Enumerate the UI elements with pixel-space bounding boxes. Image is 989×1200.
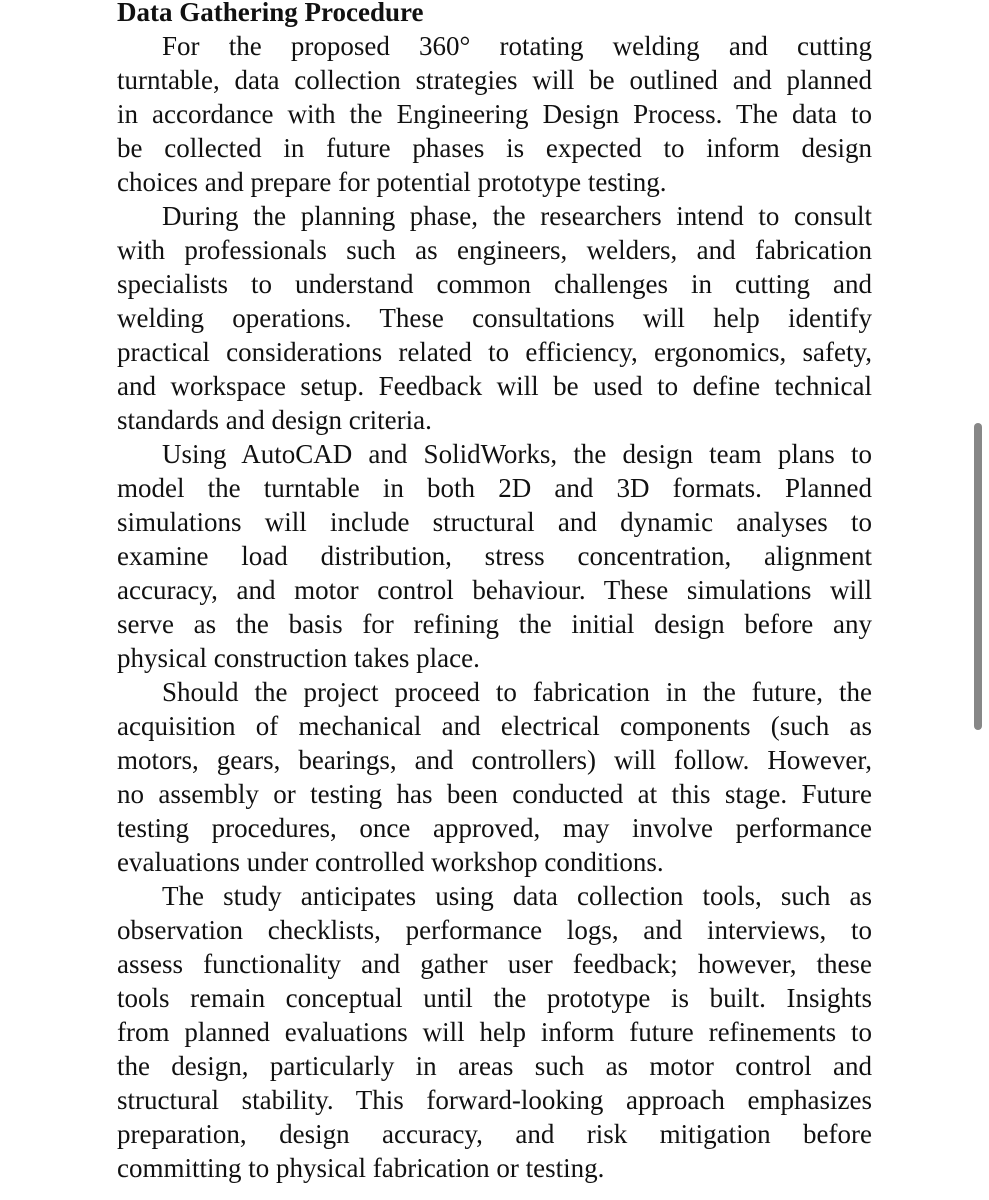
text-line: simulations will include structural and dynamic analyses to — [117, 507, 872, 537]
text-line: specialists to understand common challenges in cutting and — [117, 269, 872, 299]
text-line: Should the project proceed to fabrication in the future, the — [162, 677, 872, 707]
text-line: model the turntable in both 2D and 3D formats. Planned — [117, 473, 872, 503]
document-body — [117, 0, 872, 1185]
text-line: the design, particularly in areas such as motor control and — [117, 1051, 872, 1081]
vertical-scrollbar[interactable] — [974, 423, 982, 730]
text-line: acquisition of mechanical and electrical components (such as — [117, 711, 872, 741]
text-line: The study anticipates using data collection tools, such as — [162, 881, 872, 911]
paragraphs — [117, 29, 872, 1185]
text-line: During the planning phase, the researchers intend to consult — [162, 201, 872, 231]
text-line: in accordance with the Engineering Design Process. The data to — [117, 99, 872, 129]
paragraph — [117, 437, 872, 675]
text-line: observation checklists, performance logs, and interviews, to — [117, 915, 872, 945]
text-line: welding operations. These consultations will help identify — [117, 303, 872, 333]
text-line: turntable, data collection strategies will be outlined and planned — [117, 65, 872, 95]
paragraph — [117, 199, 872, 437]
text-line: serve as the basis for refining the initial design before any — [117, 609, 872, 639]
text-line: assess functionality and gather user feedback; however, these — [117, 949, 872, 979]
text-line: tools remain conceptual until the prototype is built. Insights — [117, 983, 872, 1013]
text-line: accuracy, and motor control behaviour. These simulations will — [117, 575, 872, 605]
text-line: standards and design criteria. — [117, 405, 432, 435]
text-line: with professionals such as engineers, welders, and fabrication — [117, 235, 872, 265]
text-line: practical considerations related to efficiency, ergonomics, safety, — [117, 337, 872, 367]
text-line: structural stability. This forward-looking approach emphasizes — [117, 1085, 872, 1115]
paragraph — [117, 29, 872, 199]
text-line: Using AutoCAD and SolidWorks, the design team plans to — [162, 439, 872, 469]
text-line: For the proposed 360° rotating welding and cutting — [162, 31, 872, 61]
text-line: testing procedures, once approved, may involve performance — [117, 813, 872, 843]
text-line: examine load distribution, stress concentration, alignment — [117, 541, 872, 571]
text-line: no assembly or testing has been conducted at this stage. Future — [117, 779, 872, 809]
paragraph — [117, 675, 872, 879]
paragraph — [117, 879, 872, 1185]
text-line: be collected in future phases is expected to inform design — [117, 133, 872, 163]
text-line: motors, gears, bearings, and controllers) will follow. However, — [117, 745, 872, 775]
text-line: from planned evaluations will help inform future refinements to — [117, 1017, 872, 1047]
text-line: physical construction takes place. — [117, 643, 480, 673]
text-line: and workspace setup. Feedback will be used to define technical — [117, 371, 872, 401]
section-heading: Data Gathering Procedure — [117, 0, 424, 27]
text-line: evaluations under controlled workshop conditions. — [117, 847, 664, 877]
text-line: choices and prepare for potential prototype testing. — [117, 167, 667, 197]
text-line: preparation, design accuracy, and risk mitigation before — [117, 1119, 872, 1149]
text-line: committing to physical fabrication or testing. — [117, 1153, 605, 1183]
